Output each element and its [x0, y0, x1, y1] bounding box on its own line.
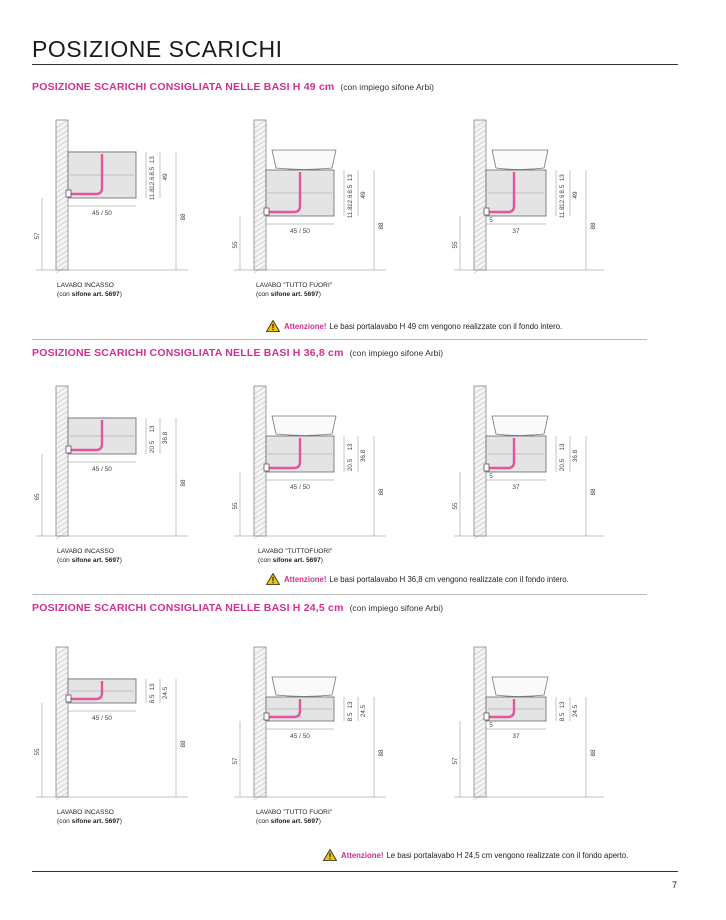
drain-dimension-label: 8.5 [559, 712, 566, 722]
total-height-label: 88 [378, 488, 385, 496]
total-height-label: 88 [590, 488, 597, 496]
warning-label: Attenzione! [341, 850, 384, 860]
title-divider [32, 64, 678, 65]
warning-text: Le basi portalavabo H 36,8 cm vengono realizzate con il fondo intero. [329, 574, 569, 584]
wall [474, 647, 486, 797]
basin [272, 416, 336, 436]
height-dimension-label: 55 [452, 241, 459, 249]
caption-49-incasso [57, 282, 122, 299]
height-dimension-label: 57 [232, 757, 239, 765]
warning-icon [323, 849, 337, 861]
drain-outlet [484, 464, 489, 471]
basin [492, 677, 548, 697]
caption-line: LAVABO "TUTTOFUORI" [258, 548, 333, 555]
wall [254, 386, 266, 536]
caption-line: LAVABO INCASSO [57, 282, 114, 289]
drain-dimension-label: 13 [559, 701, 566, 709]
base-height-label: 49 [572, 191, 579, 199]
section-heading-text: POSIZIONE SCARICHI CONSIGLIATA NELLE BASI H 36,8 cm [32, 347, 344, 359]
drain-outlet [66, 446, 71, 453]
caption-line: LAVABO INCASSO [57, 548, 114, 555]
section-divider [32, 339, 647, 340]
diagram-49-tutto-fuori [228, 118, 398, 278]
width-dimension-label: 45 / 50 [92, 466, 112, 473]
wall [254, 120, 266, 270]
base-height-label: 24.5 [360, 704, 367, 718]
drain-dimension-label: 13 [347, 443, 354, 451]
drain-dimension-label: 13 [149, 683, 156, 691]
width-dimension-label: 45 / 50 [92, 210, 112, 217]
total-height-label: 88 [180, 213, 187, 221]
width-dimension-label: 37 [512, 228, 520, 235]
warning-icon [266, 320, 280, 332]
total-height-label: 88 [180, 479, 187, 487]
drain-dimension-label: 11.8 [559, 206, 566, 219]
width-dimension-label: 45 / 50 [290, 484, 310, 491]
caption-24-5-tutto-fuori [256, 809, 332, 826]
caption-line: (con sifone art. 5697) [57, 556, 122, 564]
caption-line: (con sifone art. 5697) [256, 290, 321, 298]
diagram-36-8-compact [446, 384, 616, 544]
height-dimension-label: 55 [232, 502, 239, 510]
drain-dimension-label: 12.6 [559, 194, 566, 207]
diagram-49-compact [446, 118, 616, 278]
caption-line: LAVABO INCASSO [57, 809, 114, 816]
drain-dimension-label: 13 [347, 701, 354, 709]
section-heading-24-5 [32, 602, 443, 614]
diagram-24-5-tutto-fuori [228, 645, 398, 805]
width-dimension-label: 45 / 50 [92, 715, 112, 722]
total-height-label: 88 [180, 740, 187, 748]
wall [474, 120, 486, 270]
base-height-label: 49 [162, 173, 169, 181]
drain-dimension-label: 13 [347, 174, 354, 182]
warning-label: Attenzione! [284, 574, 327, 584]
base-height-label: 36.8 [162, 431, 169, 445]
drain-dimension-label: 8.5 [149, 166, 156, 176]
base-height-label: 36.8 [572, 449, 579, 463]
basin [272, 150, 336, 170]
width-dimension-label: 37 [512, 484, 520, 491]
drain-dimension-label: 11.8 [149, 188, 156, 201]
drain-outlet [66, 190, 71, 197]
width-dimension-label: 37 [512, 733, 520, 740]
caption-line: LAVABO "TUTTO FUORI" [256, 809, 333, 816]
section-heading-text: POSIZIONE SCARICHI CONSIGLIATA NELLE BASI H 49 cm [32, 81, 335, 93]
diagram-36-8-tutto-fuori [228, 384, 398, 544]
wall [56, 386, 68, 536]
height-dimension-label: 55 [232, 241, 239, 249]
drain-dimension-label: 20.5 [559, 458, 566, 472]
drain-dimension-label: 12.6 [347, 194, 354, 207]
caption-24-5-incasso [57, 809, 122, 826]
caption-line: (con sifone art. 5697) [256, 817, 321, 825]
diagram-24-5-incasso [30, 645, 200, 805]
basin [492, 150, 548, 170]
drain-dimension-label: 8.5 [149, 694, 156, 704]
height-dimension-label: 55 [34, 748, 41, 756]
caption-36-8-tutto-fuori [258, 548, 332, 565]
basin [272, 677, 336, 697]
drain-outlet [264, 713, 269, 720]
drain-outlet [484, 713, 489, 720]
drain-dimension-label: 13 [559, 174, 566, 182]
page-number: 7 [672, 880, 678, 890]
section-heading-text: POSIZIONE SCARICHI CONSIGLIATA NELLE BASI H 24,5 cm [32, 602, 344, 614]
offset-dimension-label: 5 [489, 473, 493, 480]
drain-outlet [264, 208, 269, 215]
drain-dimension-label: 12.6 [149, 176, 156, 189]
warning-49 [266, 320, 562, 332]
caption-line: LAVABO "TUTTO FUORI" [256, 282, 333, 289]
warning-text: Le basi portalavabo H 24,5 cm vengono realizzate con il fondo aperto. [386, 850, 629, 860]
drain-dimension-label: 13 [559, 443, 566, 451]
section-divider [32, 594, 647, 595]
caption-49-tutto-fuori [256, 282, 332, 299]
drain-dimension-label: 20.5 [347, 458, 354, 472]
warning-text: Le basi portalavabo H 49 cm vengono realizzate con il fondo intero. [329, 321, 563, 331]
width-dimension-label: 45 / 50 [290, 733, 310, 740]
width-dimension-label: 45 / 50 [290, 228, 310, 235]
caption-line: (con sifone art. 5697) [57, 290, 122, 298]
total-height-label: 88 [590, 749, 597, 757]
drain-outlet [66, 695, 71, 702]
drain-dimension-label: 8.5 [347, 712, 354, 722]
caption-36-8-incasso [57, 548, 122, 565]
drain-dimension-label: 8.5 [347, 184, 354, 194]
warning-icon [266, 573, 280, 585]
total-height-label: 88 [378, 222, 385, 230]
total-height-label: 88 [378, 749, 385, 757]
height-dimension-label: 57 [34, 232, 41, 240]
section-heading-49 [32, 81, 434, 93]
wall [56, 647, 68, 797]
drain-dimension-label: 13 [149, 425, 156, 433]
section-subheading-text: (con impiego sifone Arbi) [349, 348, 444, 358]
wall [474, 386, 486, 536]
height-dimension-label: 57 [452, 757, 459, 765]
basin [492, 416, 548, 436]
warning-label: Attenzione! [284, 321, 327, 331]
drain-outlet [264, 464, 269, 471]
warning-36-8 [266, 573, 569, 585]
base-height-label: 24.5 [162, 686, 169, 700]
diagram-49-incasso [30, 118, 200, 278]
section-subheading-text: (con impiego sifone Arbi) [349, 603, 444, 613]
diagram-24-5-compact [446, 645, 616, 805]
section-heading-36-8 [32, 347, 443, 359]
page-title: POSIZIONE SCARICHI [32, 36, 283, 62]
height-dimension-label: 55 [452, 502, 459, 510]
drain-dimension-label: 8.5 [559, 184, 566, 194]
base-height-label: 24.5 [572, 704, 579, 718]
wall [254, 647, 266, 797]
warning-24-5 [323, 849, 628, 861]
height-dimension-label: 65 [34, 493, 41, 501]
offset-dimension-label: 5 [489, 722, 493, 729]
caption-line: (con sifone art. 5697) [57, 817, 122, 825]
drain-dimension-label: 11.8 [347, 206, 354, 219]
footer-divider [32, 871, 678, 872]
offset-dimension-label: 5 [489, 217, 493, 224]
drain-outlet [484, 208, 489, 215]
diagram-36-8-incasso [30, 384, 200, 544]
drain-dimension-label: 20.5 [149, 440, 156, 454]
section-subheading-text: (con impiego sifone Arbi) [340, 82, 434, 92]
total-height-label: 88 [590, 222, 597, 230]
caption-line: (con sifone art. 5697) [258, 556, 323, 564]
base-height-label: 36.8 [360, 449, 367, 463]
drain-dimension-label: 13 [149, 156, 156, 164]
base-height-label: 49 [360, 191, 367, 199]
